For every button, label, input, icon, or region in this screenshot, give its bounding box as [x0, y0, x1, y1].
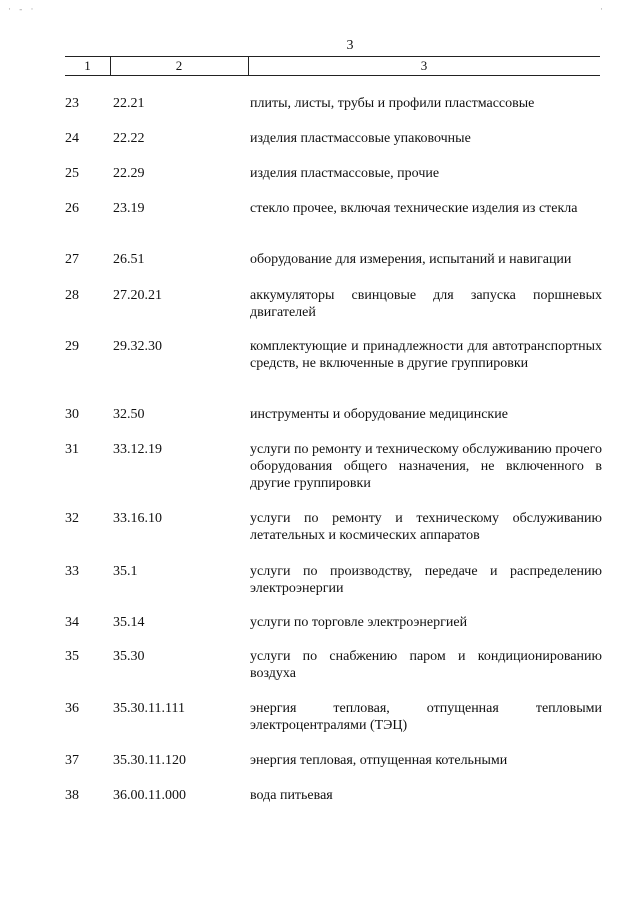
row-number: 24	[65, 131, 79, 146]
header-col-3: 3	[420, 58, 428, 73]
row-code: 22.21	[113, 96, 145, 111]
row-description: изделия пластмассовые, прочие	[250, 166, 440, 181]
row-number: 33	[65, 564, 79, 579]
row-code: 36.00.11.000	[113, 788, 186, 803]
row-number: 37	[65, 753, 79, 768]
row-code: 35.30	[113, 649, 145, 664]
row-number: 31	[65, 442, 79, 457]
row-code: 35.30.11.120	[113, 753, 186, 768]
row-description: услуги по торговле электроэнергией	[250, 615, 468, 630]
row-code: 32.50	[113, 407, 145, 422]
row-code: 23.19	[113, 201, 145, 216]
scan-specks-right: ·	[600, 4, 603, 14]
row-code: 35.14	[113, 615, 145, 630]
page-number: 3	[346, 38, 354, 53]
row-code: 27.20.21	[113, 288, 162, 303]
row-code: 26.51	[113, 252, 145, 267]
row-code: 33.16.10	[113, 511, 162, 526]
row-description: вода питьевая	[250, 788, 333, 803]
row-description: услуги по производству, передаче и распределению электроэнергии	[250, 564, 602, 596]
row-number: 26	[65, 201, 79, 216]
row-code: 22.22	[113, 131, 145, 146]
row-description: услуги по снабжению паром и кондиционированию воздуха	[250, 649, 602, 681]
row-description: энергия тепловая, отпущенная тепловыми электроцентралями (ТЭЦ)	[250, 701, 602, 733]
row-description: комплектующие и принадлежности для автотранспортных средств, не включенные в другие группировки	[250, 339, 602, 371]
row-number: 36	[65, 701, 79, 716]
row-code: 22.29	[113, 166, 145, 181]
table-header	[65, 56, 600, 76]
row-number: 25	[65, 166, 79, 181]
row-number: 30	[65, 407, 79, 422]
row-code: 33.12.19	[113, 442, 162, 457]
row-description: энергия тепловая, отпущенная котельными	[250, 753, 508, 768]
scan-specks-left: · - ·	[8, 4, 37, 14]
row-number: 23	[65, 96, 79, 111]
row-number: 34	[65, 615, 79, 630]
row-code: 29.32.30	[113, 339, 162, 354]
row-description: услуги по ремонту и техническому обслуживанию прочего оборудования общего назначения, не включенного в другие группировки	[250, 442, 602, 491]
row-number: 35	[65, 649, 79, 664]
header-col-1: 1	[65, 57, 111, 75]
row-description: услуги по ремонту и техническому обслуживанию летательных и космических аппаратов	[250, 511, 602, 543]
row-description: инструменты и оборудование медицинские	[250, 407, 508, 422]
row-number: 29	[65, 339, 79, 354]
row-code: 35.1	[113, 564, 138, 579]
row-number: 27	[65, 252, 79, 267]
row-number: 38	[65, 788, 79, 803]
row-description: изделия пластмассовые упаковочные	[250, 131, 471, 146]
row-number: 32	[65, 511, 79, 526]
row-description: оборудование для измерения, испытаний и навигации	[250, 252, 572, 267]
row-description: аккумуляторы свинцовые для запуска поршневых двигателей	[250, 288, 602, 320]
row-number: 28	[65, 288, 79, 303]
row-description: плиты, листы, трубы и профили пластмассовые	[250, 96, 535, 111]
row-code: 35.30.11.111	[113, 701, 185, 716]
row-description: стекло прочее, включая технические изделия из стекла	[250, 201, 578, 216]
header-col-2: 2	[110, 57, 249, 75]
